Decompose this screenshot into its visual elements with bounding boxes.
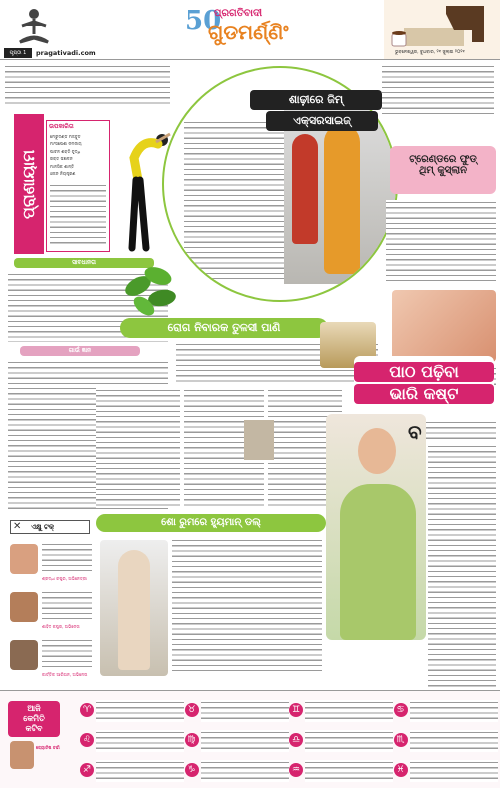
quote-2-author: ଶାହିଦ କପୁର, ଅଭିନେତା <box>42 624 80 629</box>
horoscope-title-1: ଆଜି <box>27 704 41 713</box>
capricorn-icon: ♑ <box>185 763 199 777</box>
quote-1-text <box>42 542 92 574</box>
intro-text-right <box>382 64 494 114</box>
actress-title-box <box>354 356 494 410</box>
gym-title: ଶାଢ଼ୀରେ ଜିମ୍ <box>250 90 382 110</box>
libra-icon: ♎ <box>289 733 303 747</box>
horoscope-title-3: କଟିବ <box>25 724 43 733</box>
horoscope-title-2: କେମିତି <box>23 714 45 723</box>
gym-photo <box>284 104 398 284</box>
astrologer-avatar <box>10 741 34 769</box>
ekkhu-title <box>10 520 90 534</box>
yoga-point: ପାଚନ ଶକ୍ତି ବୃଦ୍ଧି <box>50 148 81 154</box>
yoga-silhouette-icon <box>14 6 54 48</box>
quote-2-text <box>42 590 92 622</box>
masthead-title: ଗୁଡମର୍ଣ୍ଣିଂ <box>208 20 289 44</box>
masthead <box>0 0 500 60</box>
sign-sagittarius <box>80 756 183 784</box>
sign-gemini <box>289 696 392 724</box>
gym-man-figure <box>292 134 318 244</box>
sign-leo <box>80 726 183 754</box>
leo-icon: ♌ <box>80 733 94 747</box>
sign-aquarius <box>289 756 392 784</box>
yoga-benefits-box <box>46 120 110 252</box>
sign-cancer <box>394 696 497 724</box>
intro-text <box>5 64 170 104</box>
yoga-point: ମେରୁଦଣ୍ଡ ମଜବୁତ <box>50 134 81 139</box>
actress-photo <box>326 414 426 640</box>
aquarius-icon: ♒ <box>289 763 303 777</box>
trend-photo <box>392 290 496 362</box>
tulsi-leaf-icon <box>118 256 184 316</box>
sign-libra <box>289 726 392 754</box>
logo-text: ପ୍ରଗତିବାଦୀ <box>214 8 263 19</box>
website-url: pragativadi.com <box>36 49 96 57</box>
show-text <box>172 538 322 674</box>
avatar <box>10 592 38 622</box>
show-title: ଶୋ ରୁମରେ ହ୍ୟୁମାନ୍ ଡଲ୍ <box>96 514 326 532</box>
yoga-pose-illustration <box>112 118 174 258</box>
cancer-icon: ♋ <box>394 703 408 717</box>
avatar <box>10 640 38 670</box>
aries-icon: ♈ <box>80 703 94 717</box>
sign-capricorn <box>185 756 288 784</box>
header-rule <box>0 59 500 60</box>
trend-text <box>386 200 496 284</box>
tulsi-title: ରୋଗ ନିବାରକ ତୁଳସୀ ପାଣି <box>120 318 328 338</box>
horoscope-title <box>8 701 60 737</box>
yoga-benefits-title: ଉପକାରିତା <box>49 123 74 130</box>
actress-text-2 <box>428 444 496 724</box>
yoga-vertical-text: ପ୍ରାଣାୟାମ <box>19 149 38 219</box>
gym-title-2: ଏକ୍ସରସାଇଜ୍ <box>266 111 378 131</box>
tulsi-photo <box>118 256 184 316</box>
sagittarius-icon: ♐ <box>80 763 94 777</box>
mannequin-figure <box>118 550 150 670</box>
sign-aries <box>80 696 183 724</box>
trend-title-2: ଥିମ୍ କୁସ୍ଲାନ <box>418 165 468 176</box>
yoga-benefits-text <box>50 183 106 247</box>
quote-1-author: ଶ୍ରଦ୍ଧା କପୁର, ଅଭିନେତ୍ରୀ <box>42 576 88 581</box>
show-photo <box>100 540 168 676</box>
page-number: ପୃଷ୍ଠା 1 <box>4 48 32 58</box>
yoga-point: ରକ୍ତ ସଞ୍ଚାଳନ <box>50 156 73 162</box>
trend-title: ଟ୍ରେଣ୍ଡରେ ଫୁଡ୍ <box>409 154 477 165</box>
actress-title: ପାଠ ପଢ଼ିବା <box>354 362 494 382</box>
issue-date: ଭୁବନେଶ୍ୱର, ବୁଧବାର, ୨୧ ଜୁଲାଇ ୨୦୨୧ <box>395 50 465 55</box>
actress-dropcap: ବ <box>408 420 422 444</box>
sign-scorpio <box>394 726 497 754</box>
mid-news-photo <box>244 420 274 460</box>
actress-face <box>358 428 396 474</box>
quote-3-author: କାର୍ତ୍ତିକ ଆରିଅନ, ଅଭିନେତା <box>42 672 88 677</box>
yoga-point: ମାନସିକ ଶାନ୍ତି <box>50 163 75 169</box>
gaan-title: ଗାଉଁ ଜ୍ଞାନ <box>20 346 140 356</box>
gym-woman-figure <box>324 124 360 274</box>
mid-news-1 <box>96 388 180 508</box>
quote-3-text <box>42 638 92 670</box>
scorpio-icon: ♏ <box>394 733 408 747</box>
pisces-icon: ♓ <box>394 763 408 777</box>
gemini-icon: ♊ <box>289 703 303 717</box>
yoga-point: ମାଂସପେଶୀ ନମନୀୟ <box>50 141 82 147</box>
virgo-icon: ♍ <box>185 733 199 747</box>
actress-title-2: ଭାରି କଷ୍ଟ <box>354 384 494 404</box>
trend-box <box>390 146 496 194</box>
avatar <box>10 544 38 574</box>
actress-dress <box>340 484 416 640</box>
horoscope-footer: ଜ୍ୟୋତିଷ ଚର୍ଚ୍ଚା <box>36 745 60 750</box>
ekkhu-title-text: ଏକ୍ଷୁ ଟକ୍ <box>31 523 55 531</box>
sign-virgo <box>185 726 288 754</box>
sign-pisces <box>394 756 497 784</box>
horoscope-grid <box>80 696 496 784</box>
yoga-point: ଓଜନ ନିୟନ୍ତ୍ରଣ <box>50 171 76 177</box>
logo-fifty: 50 <box>185 6 222 36</box>
gym-text <box>184 120 284 280</box>
actress-text <box>426 420 496 440</box>
sign-taurus <box>185 696 288 724</box>
yoga-caution-title: ସାବଧାନତା <box>14 258 154 268</box>
taurus-icon: ♉ <box>185 703 199 717</box>
x-icon: ✕ <box>13 521 22 532</box>
